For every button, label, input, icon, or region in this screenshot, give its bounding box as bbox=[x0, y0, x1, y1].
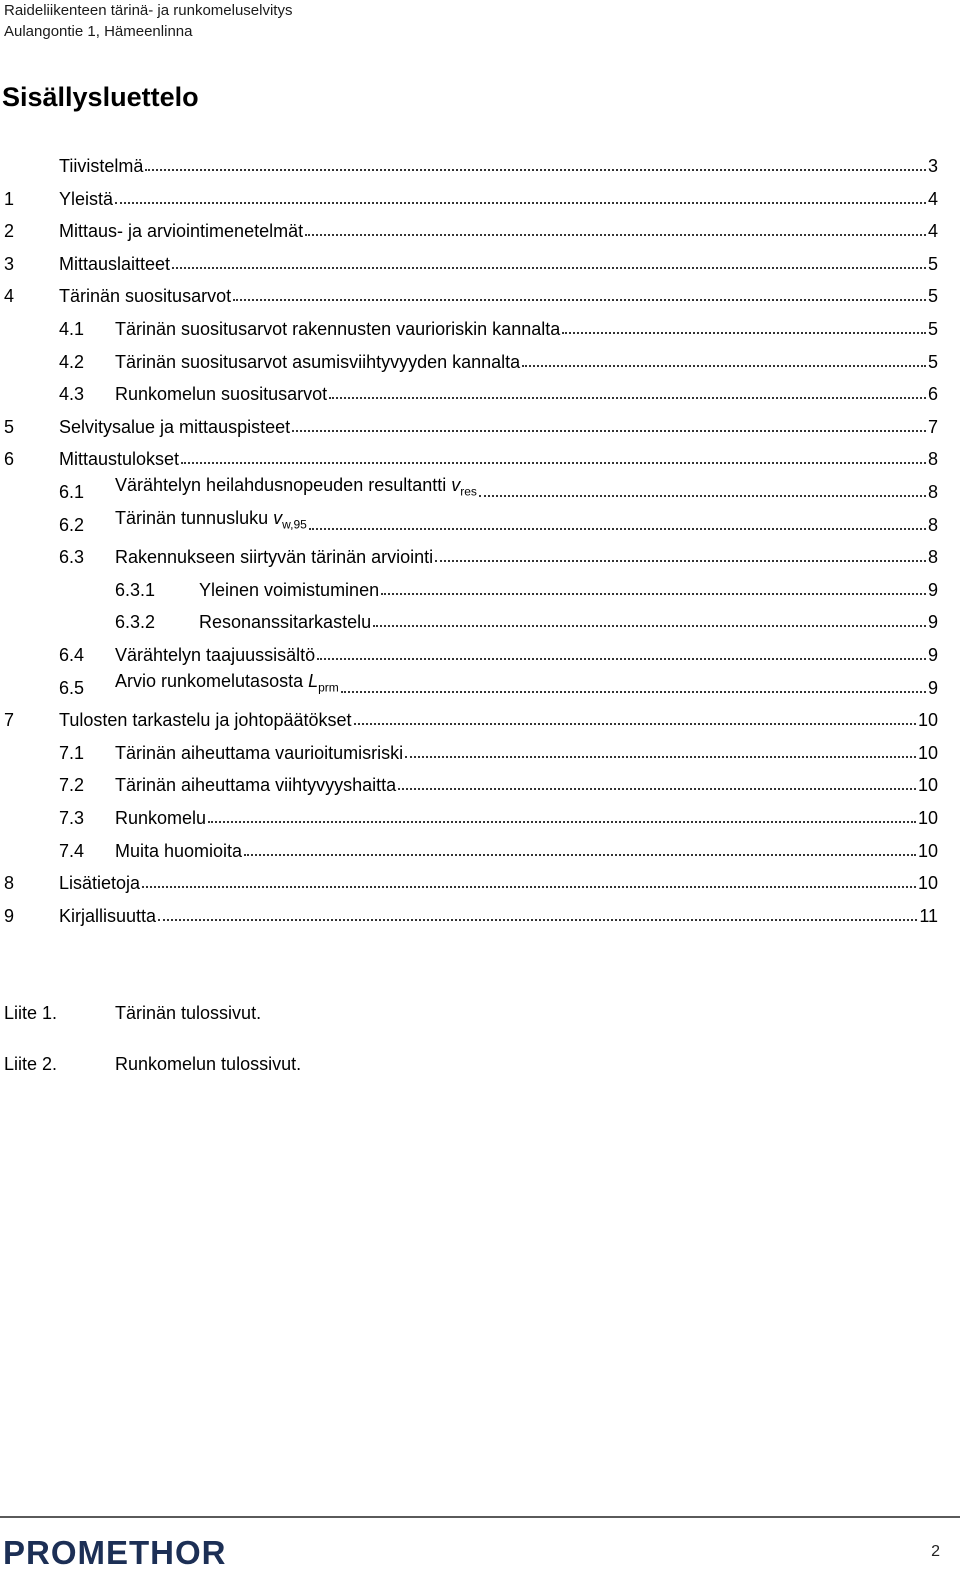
toc-dot-leader bbox=[479, 495, 926, 497]
toc-dot-leader bbox=[522, 365, 926, 367]
toc-entry-label bbox=[59, 873, 140, 893]
toc-title: Sisällysluettelo bbox=[2, 82, 199, 112]
toc-dot-leader bbox=[354, 723, 916, 725]
toc-entry[interactable] bbox=[59, 641, 938, 665]
toc-entry[interactable] bbox=[59, 739, 938, 763]
toc-dot-leader bbox=[244, 854, 916, 856]
toc-entry-number: 9 bbox=[4, 905, 15, 926]
toc-entry-label bbox=[115, 645, 315, 665]
toc-entry-text: Tärinän suositusarvot asumisviihtyvyyden kannalta bbox=[115, 351, 521, 372]
toc-entry-symbol: v bbox=[451, 475, 461, 496]
toc-entry[interactable] bbox=[4, 706, 938, 730]
toc-dot-leader bbox=[158, 919, 917, 921]
toc-entry-label bbox=[59, 417, 290, 437]
attachment-label: Liite 1. bbox=[4, 1003, 58, 1023]
toc-entry-text: Tärinän tunnusluku bbox=[115, 508, 274, 528]
toc-entry-number: 6.3.2 bbox=[115, 612, 156, 633]
toc-entry-label bbox=[199, 580, 379, 600]
toc-entry-text: Värähtelyn taajuussisältö bbox=[115, 645, 316, 665]
toc-entry-page: 9 bbox=[927, 612, 938, 633]
toc-entry-text: Värähtelyn heilahdusnopeuden resultantti bbox=[115, 475, 452, 496]
toc-entry-text: Runkomelun suositusarvot bbox=[115, 384, 328, 405]
toc-entry-symbol: L bbox=[308, 671, 319, 691]
toc-dot-leader bbox=[381, 593, 926, 595]
toc-entry-page: 10 bbox=[917, 775, 938, 796]
toc-entry-page: 3 bbox=[927, 156, 938, 176]
toc-entry-label bbox=[59, 449, 179, 469]
toc-entry-label bbox=[59, 156, 143, 176]
toc-entry[interactable] bbox=[59, 475, 938, 502]
toc-entry-page: 11 bbox=[919, 905, 938, 926]
toc-dot-leader bbox=[115, 202, 926, 204]
toc-entry-symbol: v bbox=[273, 508, 283, 528]
toc-dot-leader bbox=[373, 625, 926, 627]
toc-entry-number: 6.1 bbox=[59, 482, 85, 502]
toc-dot-leader bbox=[309, 528, 926, 530]
attachment-title: Tärinän tulossivut. bbox=[115, 1003, 262, 1023]
toc-dot-leader bbox=[341, 691, 926, 693]
toc-entry-subscript: prm bbox=[318, 680, 339, 695]
toc-entry[interactable] bbox=[59, 380, 938, 404]
toc-entry-number: 6.5 bbox=[59, 677, 85, 698]
toc-entry[interactable] bbox=[59, 804, 938, 828]
toc-entry-label bbox=[59, 189, 113, 209]
toc-entry-page: 10 bbox=[917, 742, 938, 763]
toc-entry-label bbox=[115, 547, 433, 567]
toc-entry-text: Mittaustulokset bbox=[59, 449, 180, 470]
toc-entry-text: Rakennukseen siirtyvän tärinän arviointi bbox=[115, 547, 434, 568]
toc-entry-text: Tärinän aiheuttama viihtyvyyshaitta bbox=[115, 775, 397, 796]
toc-entry-page: 9 bbox=[927, 579, 938, 600]
toc-entry[interactable] bbox=[4, 217, 938, 241]
toc-entry-label bbox=[115, 841, 242, 861]
toc-entry-label bbox=[59, 254, 170, 274]
header-address: Aulangontie 1, Hämeenlinna bbox=[4, 23, 193, 40]
toc-entry[interactable] bbox=[115, 608, 938, 632]
footer-divider bbox=[0, 1516, 960, 1518]
toc-entry-number: 7.4 bbox=[59, 840, 85, 861]
toc-entry[interactable] bbox=[4, 902, 938, 926]
toc-entry-text: Tärinän aiheuttama vaurioitumisriski bbox=[115, 742, 404, 763]
promethor-logo bbox=[3, 1533, 253, 1569]
toc-entry-page: 8 bbox=[927, 482, 938, 502]
toc-entry[interactable] bbox=[59, 543, 938, 567]
toc-entry[interactable] bbox=[59, 771, 938, 795]
toc-entry-number: 4.3 bbox=[59, 384, 85, 405]
toc-entry-text: Resonanssitarkastelu bbox=[199, 612, 372, 633]
toc-entry-number: 4.2 bbox=[59, 351, 85, 372]
header-title: Raideliikenteen tärinä- ja runkomeluselvitys bbox=[4, 2, 293, 19]
toc-entry-text: Mittaus- ja arviointimenetelmät bbox=[59, 221, 304, 242]
attachment-title: Runkomelun tulossivut. bbox=[115, 1054, 302, 1074]
toc-entry-number: 7.3 bbox=[59, 808, 85, 828]
toc-entry-page: 10 bbox=[917, 873, 938, 894]
toc-entry-page: 10 bbox=[917, 710, 938, 731]
toc-entry-text: Mittauslaitteet bbox=[59, 253, 171, 274]
toc-entry-number: 7 bbox=[4, 710, 15, 731]
toc-entry-label bbox=[115, 671, 339, 698]
toc-dot-leader bbox=[435, 560, 926, 562]
toc-entry-page: 10 bbox=[917, 808, 938, 828]
toc-entry-number: 1 bbox=[4, 188, 15, 209]
toc-entry-page: 4 bbox=[927, 221, 938, 242]
toc-entry-subscript: w,95 bbox=[282, 517, 307, 532]
toc-entry-label bbox=[115, 775, 396, 795]
page-number: 2 bbox=[931, 1543, 940, 1560]
toc-entry-number: 4 bbox=[4, 286, 15, 307]
toc-entry-subscript: res bbox=[460, 485, 477, 499]
toc-entry-page: 5 bbox=[927, 253, 938, 274]
toc-entry-page: 6 bbox=[927, 384, 938, 405]
toc-entry-label bbox=[59, 221, 303, 241]
toc-dot-leader bbox=[233, 299, 926, 301]
toc-entry-number: 2 bbox=[4, 221, 15, 242]
toc-entry[interactable] bbox=[4, 413, 938, 437]
toc-entry[interactable] bbox=[59, 837, 938, 861]
toc-entry-number: 6 bbox=[4, 449, 15, 470]
toc-entry-label bbox=[199, 612, 371, 632]
toc-entry-page: 5 bbox=[927, 286, 938, 307]
toc-entry-text: Runkomelu bbox=[115, 808, 207, 828]
toc-entry-text: Kirjallisuutta bbox=[59, 905, 157, 926]
toc-dot-leader bbox=[317, 658, 926, 660]
toc-entry-label bbox=[115, 508, 307, 535]
toc-entry-page: 8 bbox=[927, 449, 938, 470]
toc-entry-number: 7.1 bbox=[59, 742, 85, 763]
toc-entry[interactable] bbox=[59, 508, 938, 535]
toc-entry-page: 4 bbox=[927, 188, 938, 209]
toc-entry-page: 8 bbox=[927, 514, 938, 535]
toc-entry-number: 6.2 bbox=[59, 514, 85, 535]
toc-entry-text: Tulosten tarkastelu ja johtopäätökset bbox=[59, 710, 352, 731]
toc-entry-number: 8 bbox=[4, 873, 15, 894]
toc-entry-text: Yleistä bbox=[59, 188, 114, 209]
toc-entry-label bbox=[115, 352, 520, 372]
toc-entry-text: Tiivistelmä bbox=[59, 156, 144, 176]
toc-entry-page: 9 bbox=[927, 677, 938, 698]
toc-entry-number: 3 bbox=[4, 253, 15, 274]
toc-entry-page: 5 bbox=[927, 319, 938, 339]
toc-entry-label bbox=[115, 475, 477, 502]
toc-entry-text: Arvio runkomelutasosta bbox=[115, 671, 309, 691]
toc-entry-text: Tärinän suositusarvot rakennusten vaurioriskin kannalta bbox=[115, 319, 561, 339]
toc-dot-leader bbox=[398, 788, 916, 790]
toc-entry-number: 7.2 bbox=[59, 775, 85, 796]
toc-entry-page: 5 bbox=[927, 351, 938, 372]
toc-entry-number: 5 bbox=[4, 416, 15, 437]
toc-dot-leader bbox=[172, 267, 926, 269]
toc-entry-text: Lisätietoja bbox=[59, 873, 141, 894]
toc-entry[interactable] bbox=[59, 348, 938, 372]
toc-entry-page: 8 bbox=[927, 547, 938, 568]
toc-entry[interactable] bbox=[4, 152, 938, 176]
toc-entry-text: Muita huomioita bbox=[115, 840, 243, 861]
attachment-label: Liite 2. bbox=[4, 1054, 58, 1074]
toc-dot-leader bbox=[405, 756, 916, 758]
toc-entry-page: 7 bbox=[927, 416, 938, 437]
toc-entry-label bbox=[115, 384, 327, 404]
toc-dot-leader bbox=[329, 397, 926, 399]
toc-entry-number: 6.3 bbox=[59, 547, 85, 568]
toc-dot-leader bbox=[562, 332, 926, 334]
toc-entry[interactable] bbox=[4, 869, 938, 893]
toc-entry[interactable] bbox=[59, 315, 938, 339]
toc-entry[interactable] bbox=[4, 250, 938, 274]
toc-entry-label bbox=[59, 906, 156, 926]
toc-entry-number: 4.1 bbox=[59, 319, 85, 339]
toc-entry-label bbox=[115, 808, 206, 828]
toc-entry-text: Selvitysalue ja mittauspisteet bbox=[59, 416, 291, 437]
toc-entry-text: Tärinän suositusarvot bbox=[59, 286, 232, 307]
toc-dot-leader bbox=[145, 169, 926, 171]
toc-dot-leader bbox=[142, 886, 916, 888]
toc-dot-leader bbox=[181, 462, 926, 464]
toc-entry-page: 10 bbox=[917, 840, 938, 861]
toc-dot-leader bbox=[208, 821, 916, 823]
toc-dot-leader bbox=[305, 234, 926, 236]
toc-entry-text: Yleinen voimistuminen bbox=[199, 579, 380, 600]
toc-entry-number: 6.3.1 bbox=[115, 579, 156, 600]
toc-entry-page: 9 bbox=[927, 645, 938, 665]
toc-entry[interactable] bbox=[4, 445, 938, 469]
toc-entry[interactable] bbox=[4, 185, 938, 209]
toc-entry[interactable] bbox=[4, 282, 938, 306]
toc-entry-label bbox=[115, 319, 560, 339]
toc-entry[interactable] bbox=[115, 576, 938, 600]
toc-entry[interactable] bbox=[59, 671, 938, 698]
document-header bbox=[4, 0, 292, 42]
toc-entry-label bbox=[115, 743, 403, 763]
logo-wordmark: PROMETHOR bbox=[3, 1534, 227, 1569]
toc-entry-label bbox=[59, 710, 352, 730]
toc-entry-label bbox=[59, 286, 231, 306]
toc-dot-leader bbox=[292, 430, 926, 432]
toc-entry-number: 6.4 bbox=[59, 645, 85, 665]
